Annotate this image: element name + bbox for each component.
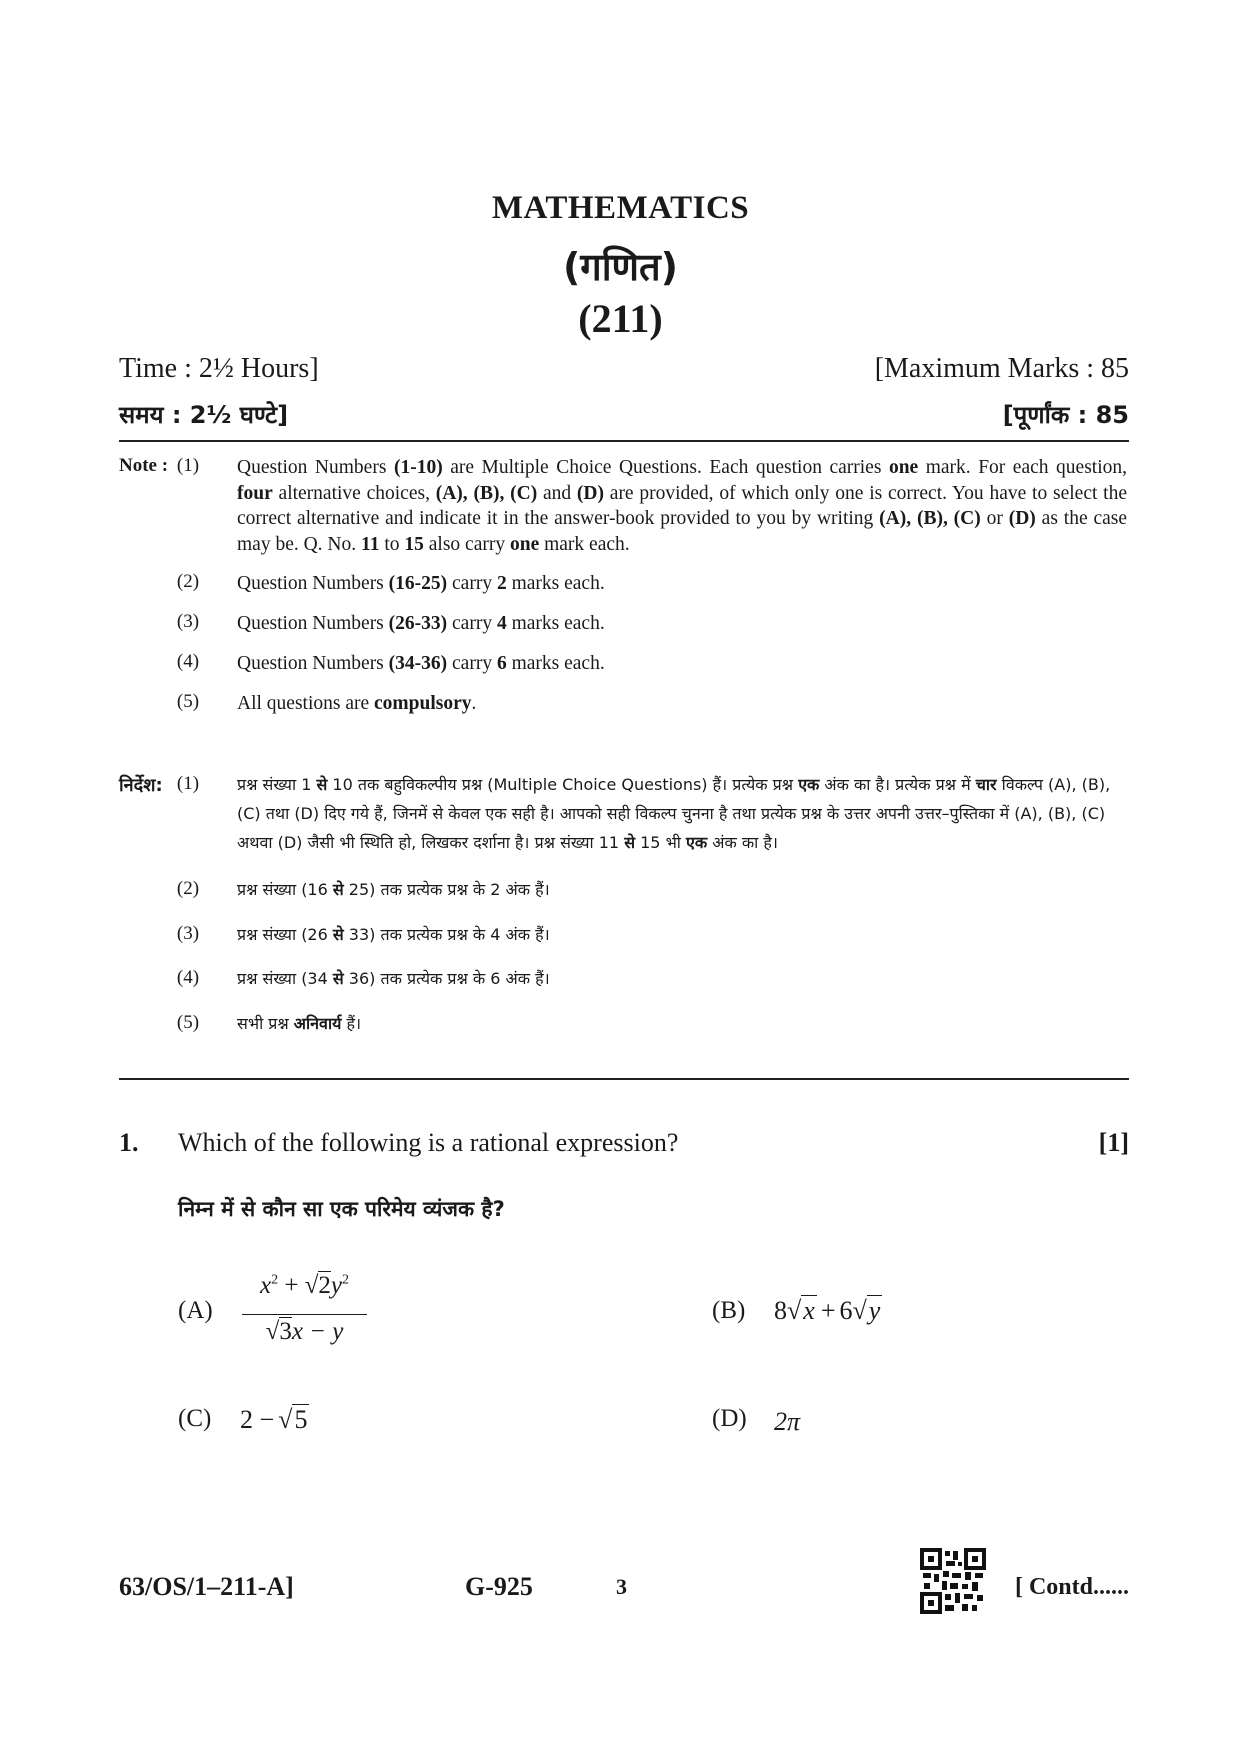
note-text: प्रश्न संख्या (26 से 33) तक प्रत्येक प्रश्न के 4 अंक हैं। (237, 925, 550, 944)
subject-code: (211) (578, 296, 663, 341)
subject-title: MATHEMATICS (491, 190, 750, 226)
fraction-denominator: √3x − y (265, 1318, 344, 1345)
option-label: (A) (178, 1297, 213, 1324)
note-number: (4) (176, 651, 200, 672)
question-marks: [1] (1098, 1128, 1129, 1157)
note-number: (1) (176, 455, 200, 476)
option-expression: 8√x + 6√y (774, 1296, 881, 1325)
continued-label: [ Contd...... (1014, 1574, 1129, 1600)
note-text: प्रश्न संख्या (34 से 36) तक प्रत्येक प्रश्न के 6 अंक हैं। (237, 969, 550, 988)
option-label: (C) (178, 1405, 212, 1432)
max-marks-english: [Maximum Marks : 85 (874, 353, 1129, 384)
note-label: Note : (119, 455, 169, 476)
note-number: (5) (176, 691, 200, 712)
question-number: 1. (119, 1128, 139, 1157)
note-text: सभी प्रश्न अनिवार्य हैं। (237, 1014, 362, 1033)
question-text: Which of the following is a rational expression? (178, 1128, 679, 1157)
paper-code: 63/OS/1–211-A] (119, 1572, 294, 1601)
note-text: Question Numbers (34-36) carry 6 marks each. (237, 653, 605, 674)
note-number: (3) (176, 611, 200, 632)
note-text: All questions are compulsory. (237, 693, 477, 714)
series-code: G-925 (465, 1572, 533, 1601)
time-english: Time : 2½ Hours] (119, 353, 319, 384)
max-marks-hindi: [पूर्णांक : 85 (1002, 401, 1129, 429)
note-text: Question Numbers (1-10) are Multiple Choice Questions. Each question carries one mark. For each question, four alternative choices, (A), (B), (C) and (D) are provided, of which only one is correct. You have to select the correct alternative and indicate it in the answer-book provided to you by writing (A), (B), (C) or (D) as the case may be. Q. No. 11 to 15 also carry one mark each. (237, 457, 1128, 555)
option-label: (B) (712, 1297, 746, 1324)
question-text-hindi: निम्न में से कौन सा एक परिमेय व्यंजक है? (178, 1197, 505, 1221)
note-number: (3) (176, 923, 200, 944)
note-number: (2) (176, 878, 200, 899)
option-expression: 2 − √5 (240, 1405, 308, 1434)
note-text: प्रश्न संख्या (16 से 25) तक प्रत्येक प्रश्न के 2 अंक हैं। (237, 880, 550, 899)
qr-code-icon (920, 1548, 986, 1614)
page-number: 3 (616, 1574, 627, 1599)
time-hindi: समय : 2½ घण्टे] (119, 401, 289, 429)
note-text: प्रश्न संख्या 1 से 10 तक बहुविकल्पीय प्रश्न (Multiple Choice Questions) हैं। प्रत्येक प्रश्न एक अंक का है। प्रत्येक प्रश्न में चार विकल्प (A), (B), (C) तथा (D) दिए गये हैं, जिनमें से केवल एक सही है। आपको सही विकल्प चुनना है तथा प्रत्येक प्रश्न के उत्तर अपनी उत्तर–पुस्तिका में (A), (B), (C) अथवा (D) जैसी भी स्थिति हो, लिखकर दर्शाना है। प्रश्न संख्या 11 से 15 भी एक अंक का है। (237, 775, 1111, 852)
option-label: (D) (712, 1405, 747, 1432)
option-expression: 2π (774, 1407, 801, 1436)
hindi-note-label: निर्देश: (119, 775, 163, 796)
note-text: Question Numbers (16-25) carry 2 marks each. (237, 573, 605, 594)
note-number: (4) (176, 967, 200, 988)
header-divider (119, 440, 1129, 442)
subject-title-hindi: (गणित) (562, 245, 679, 289)
section-divider (119, 1078, 1129, 1080)
note-number: (5) (176, 1012, 200, 1033)
fraction-bar (242, 1314, 367, 1315)
note-text: Question Numbers (26-33) carry 4 marks each. (237, 613, 605, 634)
note-number: (1) (176, 773, 200, 794)
fraction-numerator: $x^2 + √2y^2$ (259, 1272, 350, 1299)
note-number: (2) (176, 571, 200, 592)
